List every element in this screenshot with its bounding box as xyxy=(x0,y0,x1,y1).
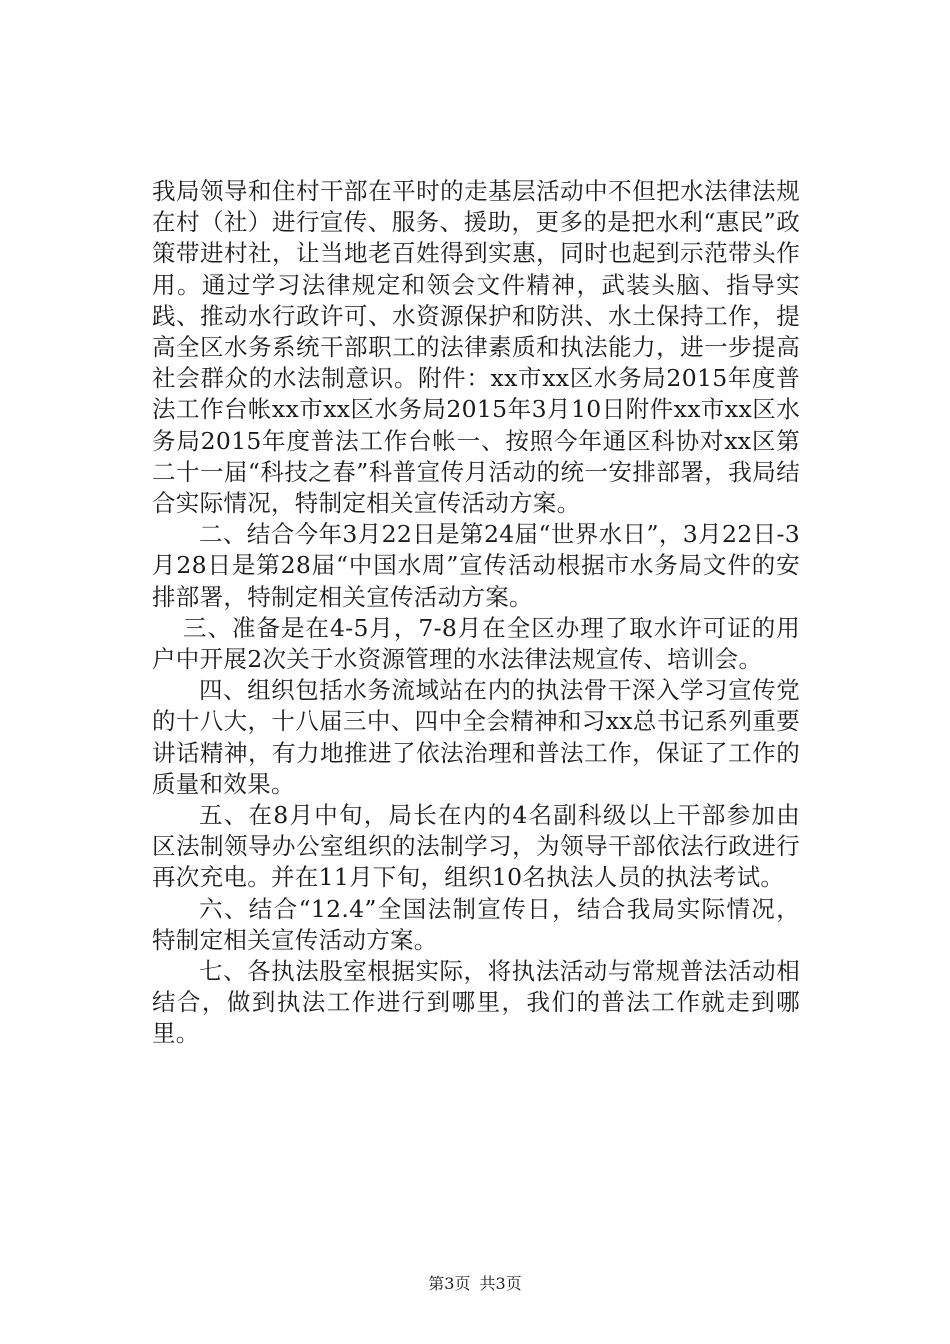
paragraph-item-7: 七、各执法股室根据实际，将执法活动与常规普法活动相结合，做到执法工作进行到哪里，我们的普法工作就走到哪里。 xyxy=(152,957,800,1048)
paragraph-item-6: 六、结合“12.4”全国法制宣传日，结合我局实际情况，特制定相关宣传活动方案。 xyxy=(152,894,800,954)
page-footer xyxy=(0,1274,950,1294)
paragraph-intro: 我局领导和住村干部在平时的走基层活动中不但把水法律法规在村（社）进行宣传、服务、援助，更多的是把水利“惠民”政策带进村社，让当地老百姓得到实惠，同时也起到示范带头作用。通过学习法律规定和领会文件精神，武装头脑、指导实践、推动水行政许可、水资源保护和防洪、水土保持工作，提高全区水务系统干部职工的法律素质和执法能力，进一步提高社会群众的水法制意识。附件：xx市xx区水务局2015年度普法工作台帐xx市xx区水务局2015年3月10日附件xx市xx区水务局2015年度普法工作台帐一、按照今年通区科协对xx区第二十一届“科技之春”科普宣传月活动的统一安排部署，我局结合实际情况，特制定相关宣传活动方案。 xyxy=(152,177,800,518)
paragraph-item-4: 四、组织包括水务流域站在内的执法骨干深入学习宣传党的十八大，十八届三中、四中全会精神和习xx总书记系列重要讲话精神，有力地推进了依法治理和普法工作，保证了工作的质量和效果。 xyxy=(152,676,800,798)
paragraph-item-2: 二、结合今年3月22日是第24届“世界水日”，3月22日-3月28日是第28届“中国水周”宣传活动根据市水务局文件的安排部署，特制定相关宣传活动方案。 xyxy=(152,520,800,611)
document-body xyxy=(152,176,800,1050)
paragraph-item-3: 三、准备是在4-5月，7-8月在全区办理了取水许可证的用户中开展2次关于水资源管理的水法律法规宣传、培训会。 xyxy=(152,613,800,674)
page-total: 共3页 xyxy=(479,1274,522,1293)
page-number: 第3页 xyxy=(428,1274,471,1293)
paragraph-item-5: 五、在8月中旬，局长在内的4名副科级以上干部参加由区法制领导办公室组织的法制学习，为领导干部依法行政进行再次充电。并在11月下旬，组织10名执法人员的执法考试。 xyxy=(152,801,800,892)
